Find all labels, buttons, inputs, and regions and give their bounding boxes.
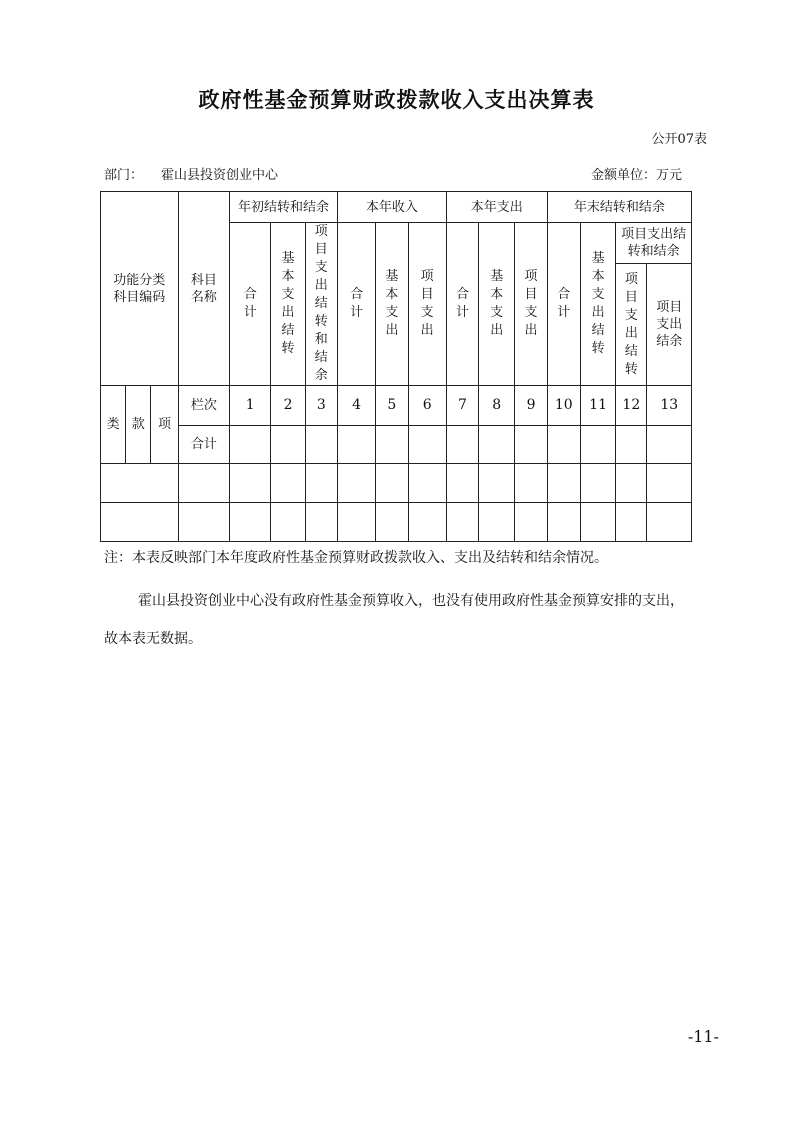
table-row: [101, 503, 692, 542]
column-number: 5: [376, 386, 408, 426]
column-number: 13: [647, 386, 692, 426]
table-cell: [616, 426, 647, 464]
table-cell: [230, 426, 271, 464]
table-cell: [271, 464, 305, 503]
table-cell: [305, 426, 337, 464]
table-cell: [547, 426, 580, 464]
table-row: [101, 464, 692, 503]
column-no-label: 栏次: [178, 386, 229, 426]
table-cell: [446, 464, 478, 503]
department-label: 部门：: [104, 168, 144, 183]
table-cell: [305, 503, 337, 542]
table-cell: [337, 464, 375, 503]
table-cell: [547, 464, 580, 503]
table-cell: [647, 426, 692, 464]
table-cell: [515, 464, 547, 503]
table-cell: [479, 503, 515, 542]
table-cell: [446, 426, 478, 464]
header-project-exp: 项目支出: [515, 223, 547, 386]
header-total: 合计: [446, 223, 478, 386]
amount-unit: 金额单位：万元: [590, 168, 682, 183]
table-cell: [547, 503, 580, 542]
header-project-carry-balance: 项目支出结转和结余: [305, 223, 337, 386]
department-line: [104, 164, 278, 183]
explanation-paragraph: 霍山县投资创业中心没有政府性基金预算收入，也没有使用政府性基金预算安排的支出，故本表无数据。: [104, 593, 684, 647]
column-number: 8: [479, 386, 515, 426]
subject-name-header: 科目名称: [178, 192, 229, 386]
table-cell: [580, 426, 615, 464]
column-number: 11: [580, 386, 615, 426]
table-cell: [337, 503, 375, 542]
table-cell: [376, 503, 408, 542]
table-note: 注：本表反映部门本年度政府性基金预算财政拨款收入、支出及结转和结余情况。: [104, 550, 608, 566]
table-cell: [515, 503, 547, 542]
final-accounts-table: [100, 191, 692, 542]
column-number: 4: [337, 386, 375, 426]
header-project-exp: 项目支出: [408, 223, 446, 386]
table-cell: [408, 464, 446, 503]
table-cell: [230, 464, 271, 503]
table-cell: [271, 503, 305, 542]
group-income: 本年收入: [337, 192, 446, 223]
table-cell: [580, 503, 615, 542]
table-cell: [408, 426, 446, 464]
table-cell: [616, 503, 647, 542]
table-cell: [479, 426, 515, 464]
header-end-project-group: 项目支出结转和结余: [616, 223, 692, 264]
table-cell: [305, 464, 337, 503]
group-expenditure: 本年支出: [446, 192, 547, 223]
total-row-label: 合计: [178, 426, 229, 464]
table-cell: [408, 503, 446, 542]
table-cell: [101, 503, 179, 542]
table-cell: [376, 464, 408, 503]
function-code-header: 功能分类科目编码: [101, 192, 179, 386]
table-cell: [580, 464, 615, 503]
header-basic-carry: 基本支出结转: [271, 223, 305, 386]
column-number: 7: [446, 386, 478, 426]
header-lei: 类: [101, 386, 126, 464]
table-cell: [178, 503, 229, 542]
table-cell: [101, 464, 179, 503]
header-basic-exp: 基本支出: [376, 223, 408, 386]
header-total: 合计: [547, 223, 580, 386]
department-name: 霍山县投资创业中心: [161, 168, 279, 183]
header-basic-carry: 基本支出结转: [580, 223, 615, 386]
table-cell: [446, 503, 478, 542]
header-total: 合计: [337, 223, 375, 386]
table-cell: [647, 464, 692, 503]
table-cell: [647, 503, 692, 542]
group-ending-balance: 年末结转和结余: [547, 192, 691, 223]
page-title: 政府性基金预算财政拨款收入支出决算表: [198, 88, 595, 112]
column-number: 3: [305, 386, 337, 426]
header-end-project-carry: 项目支出结转: [616, 264, 647, 386]
column-number: 6: [408, 386, 446, 426]
header-basic-exp: 基本支出: [479, 223, 515, 386]
table-cell: [479, 464, 515, 503]
table-cell: [271, 426, 305, 464]
table-cell: [337, 426, 375, 464]
page-number: -11-: [687, 1027, 719, 1046]
header-total: 合计: [230, 223, 271, 386]
column-number: 9: [515, 386, 547, 426]
header-xiang: 项: [151, 386, 178, 464]
header-end-project-balance: 项目支出结余: [647, 264, 692, 386]
column-number: 12: [616, 386, 647, 426]
table-cell: [230, 503, 271, 542]
form-code: 公开07表: [651, 132, 707, 147]
column-number: 2: [271, 386, 305, 426]
group-beginning-balance: 年初结转和结余: [230, 192, 338, 223]
header-kuan: 款: [126, 386, 151, 464]
table-cell: [376, 426, 408, 464]
column-number: 1: [230, 386, 271, 426]
table-cell: [616, 464, 647, 503]
table-cell: [178, 464, 229, 503]
column-number: 10: [547, 386, 580, 426]
table-cell: [515, 426, 547, 464]
